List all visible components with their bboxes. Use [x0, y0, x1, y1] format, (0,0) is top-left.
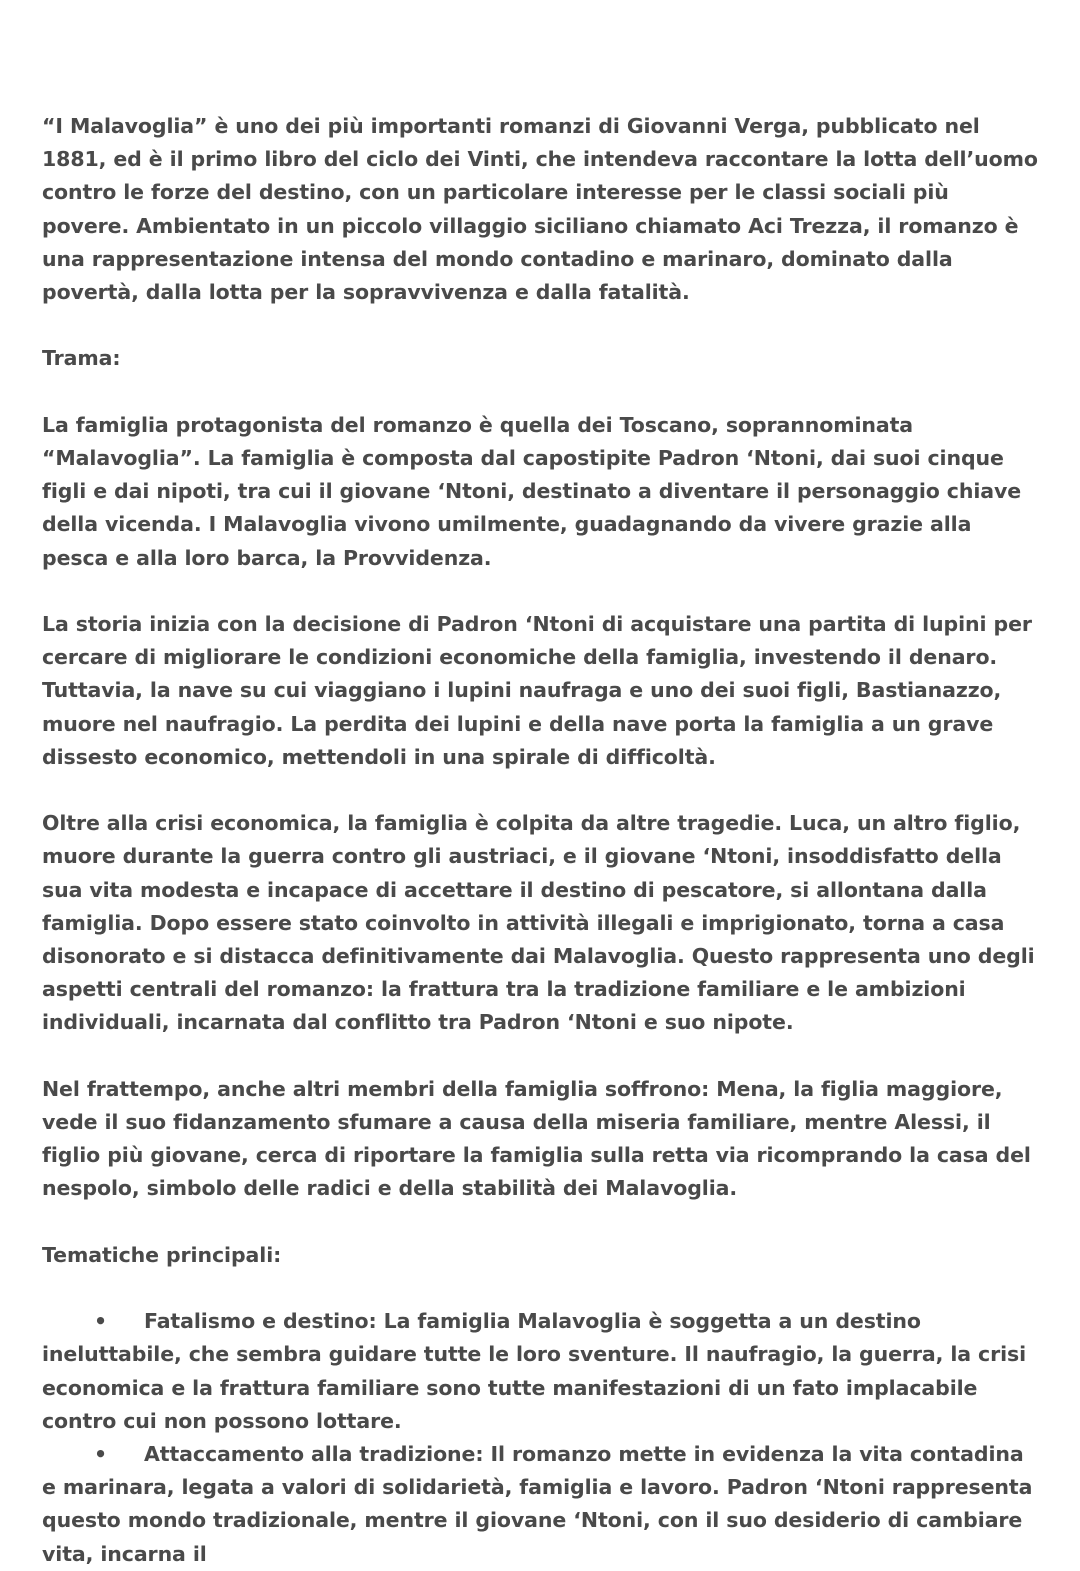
document-page: [42, 110, 1042, 1571]
intro-paragraph: “I Malavoglia” è uno dei più importanti romanzi di Giovanni Verga, pubblicato nel 1881, ed è il primo libro del ciclo dei Vinti, che intendeva raccontare la lotta dell’uomo contro le forze del destino, con un particolare interesse per le classi sociali più povere. Ambientato in un piccolo villaggio siciliano chiamato Aci Trezza, il romanzo è una rappresentazione intensa del mondo contadino e marinaro, dominato dalla povertà, dalla lotta per la sopravvivenza e dalla fatalità.: [42, 114, 1038, 305]
tematiche-heading: Tematiche principali:: [42, 1242, 282, 1267]
bullet-text-fatalismo: Fatalismo e destino: La famiglia Malavoglia è soggetta a un destino ineluttabile, che sembra guidare tutte le loro sventure. Il naufragio, la guerra, la crisi economica e la frattura familiare sono tutte manifestazioni di un fato implacabile contro cui non possono lottare.: [42, 1309, 1027, 1433]
bullet-item-tradizione: [42, 1438, 1042, 1571]
trama-heading: Trama:: [42, 346, 121, 371]
trama-paragraph-1: La famiglia protagonista del romanzo è quella dei Toscano, soprannominata “Malavoglia”. La famiglia è composta dal capostipite Padron ‘Ntoni, dai suoi cinque figli e dai nipoti, tra cui il giovane ‘Ntoni, destinato a diventare il personaggio chiave della vicenda. I Malavoglia vivono umilmente, guadagnando da vivere grazie alla pesca e alla loro barca, la Provvidenza.: [42, 412, 1022, 570]
bullet-text-tradizione: Attaccamento alla tradizione: Il romanzo mette in evidenza la vita contadina e marinara, legata a valori di solidarietà, famiglia e lavoro. Padron ‘Ntoni rappresenta questo mondo tradizionale, mentre il giovane ‘Ntoni, con il suo desiderio di cambiare vita, incarna il: [42, 1442, 1033, 1566]
trama-paragraph-4: Nel frattempo, anche altri membri della famiglia soffrono: Mena, la figlia maggiore, vede il suo fidanzamento sfumare a causa della miseria familiare, mentre Alessi, il figlio più giovane, cerca di riportare la famiglia sulla retta via ricomprando la casa del nespolo, simbolo delle radici e della stabilità dei Malavoglia.: [42, 1076, 1031, 1201]
bullet-item-fatalismo: [42, 1305, 1042, 1438]
bullet-icon: •: [94, 1442, 108, 1467]
trama-paragraph-2: La storia inizia con la decisione di Padron ‘Ntoni di acquistare una partita di lupini per cercare di migliorare le condizioni economiche della famiglia, investendo il denaro. Tuttavia, la nave su cui viaggiano i lupini naufraga e uno dei suoi figli, Bastianazzo, muore nel naufragio. La perdita dei lupini e della nave porta la famiglia a un grave dissesto economico, mettendoli in una spirale di difficoltà.: [42, 612, 1032, 769]
bullet-icon: •: [94, 1309, 108, 1334]
trama-paragraph-3: Oltre alla crisi economica, la famiglia è colpita da altre tragedie. Luca, un altro figlio, muore durante la guerra contro gli austriaci, e il giovane ‘Ntoni, insoddisfatto della sua vita modesta e incapace di accettare il destino di pescatore, si allontana dalla famiglia. Dopo essere stato coinvolto in attività illegali e imprigionato, torna a casa disonorato e si distacca definitivamente dai Malavoglia. Questo rappresenta uno degli aspetti centrali del romanzo: la frattura tra la tradizione familiare e le ambizioni individuali, incarnata dal conflitto tra Padron ‘Ntoni e suo nipote.: [42, 811, 1035, 1035]
